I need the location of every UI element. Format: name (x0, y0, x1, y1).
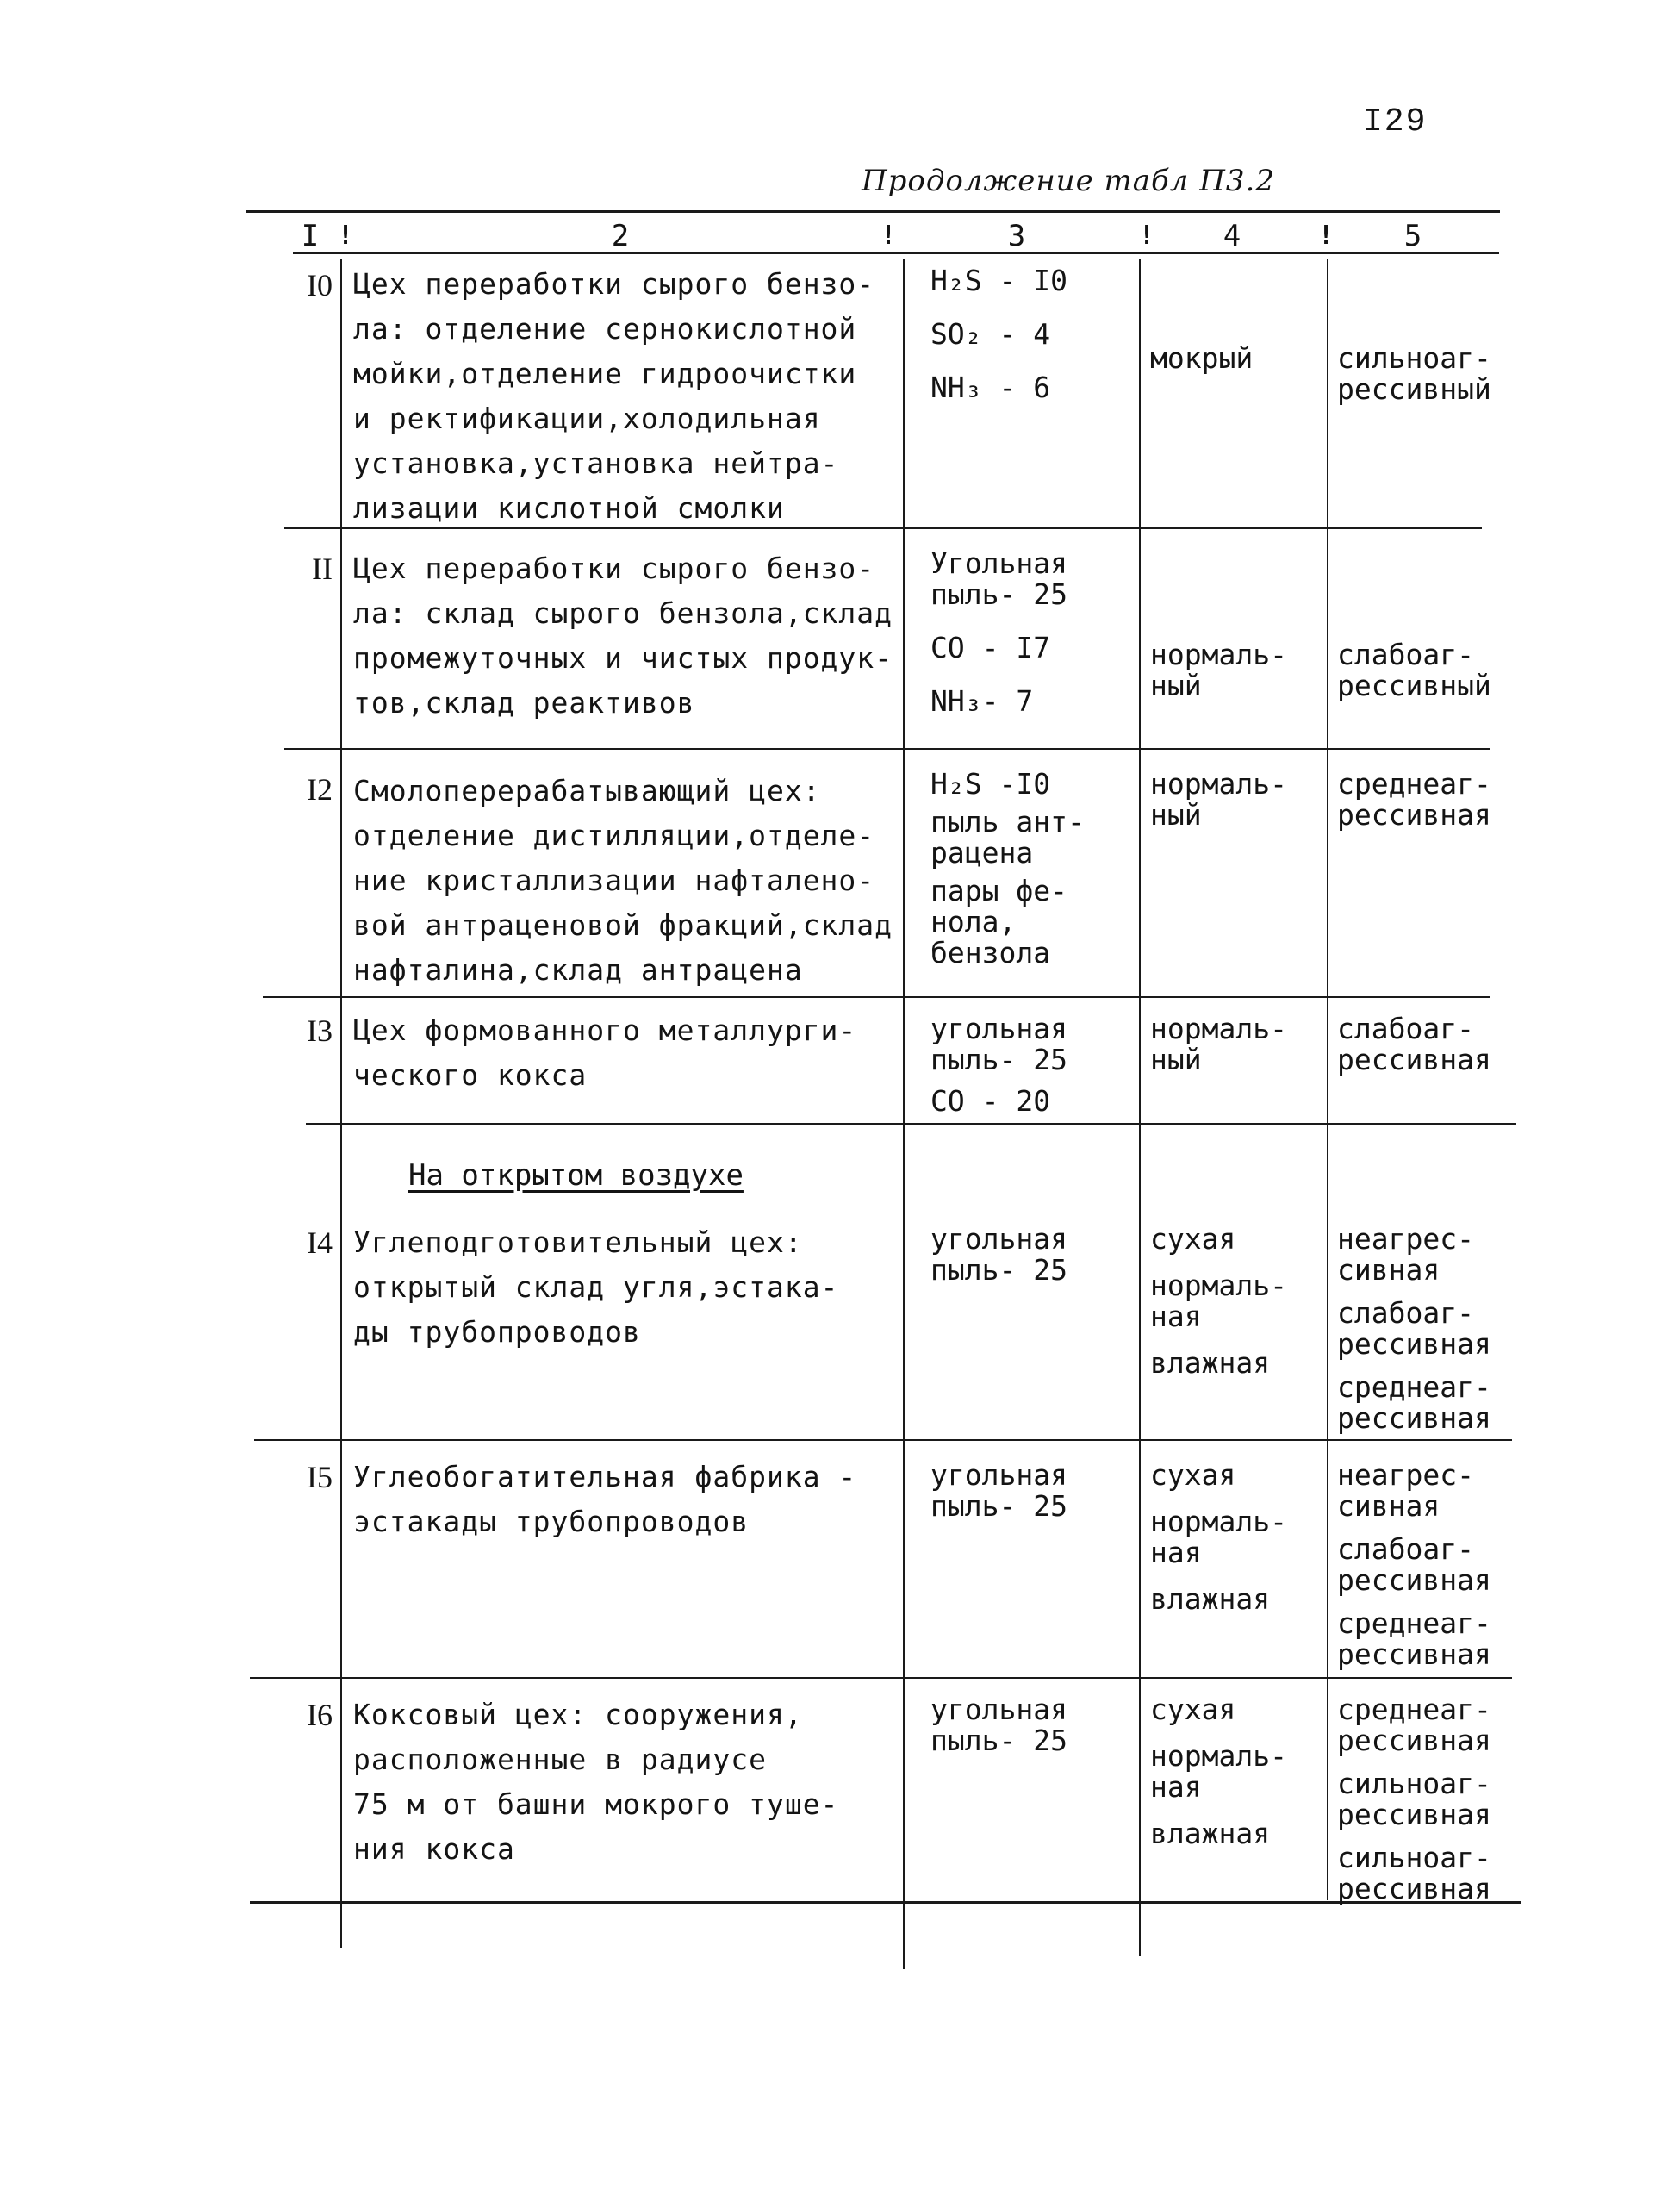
column-divider (1327, 259, 1328, 1900)
aggressiveness: среднеаг- рессивная (1337, 1370, 1491, 1435)
row-separator (284, 748, 1490, 750)
humidity-list (1150, 1460, 1287, 1615)
table-caption: Продолжение табл П3.2 (862, 164, 1275, 198)
humidity-mode: влажная (1150, 1582, 1271, 1616)
pollutant-value: угольная пыль- 25 (930, 1458, 1067, 1523)
header-separator-mark: ! (1139, 221, 1155, 251)
column-divider (340, 259, 342, 1948)
aggressiveness: неагрес- сивная (1337, 1458, 1474, 1523)
aggressiveness-list (1337, 1224, 1491, 1434)
column-divider (1139, 259, 1141, 1956)
humidity-list (1150, 1694, 1287, 1849)
humidity-list (1150, 1224, 1287, 1379)
aggressiveness: слабоаг- рессивная (1337, 1296, 1491, 1361)
table-top-rule (246, 210, 1500, 213)
aggressiveness: сильноаг- рессивная (1337, 1841, 1491, 1905)
pollutant-value: H₂S -I0 (930, 767, 1051, 801)
aggressiveness: сильноаг- рессивный (1337, 341, 1491, 406)
pollutant-list (930, 265, 1067, 403)
aggressiveness: среднеаг- рессивная (1337, 1606, 1491, 1671)
pollutant-value: SO₂ - 4 (930, 317, 1051, 351)
aggressiveness: слабоаг- рессивная (1337, 1532, 1491, 1597)
humidity-mode: нормаль- ная (1150, 1739, 1287, 1804)
aggressiveness: среднеаг- рессивная (1337, 767, 1491, 832)
humidity-mode: нормаль- ный (1150, 638, 1287, 702)
row-number: I6 (307, 1698, 333, 1732)
pollutant-value: NH₃ - 6 (930, 371, 1051, 404)
row-description: Цех переработки сырого бензо- ла: отделение сернокислотной мойки,отделение гидроочистки и ректификации,холодильная установка,установка нейтра- лизации кислотной смолки (353, 267, 875, 525)
row-description: Коксовый цех: сооружения, расположенные в радиусе 75 м от башни мокрого туше- ния кокса (353, 1698, 839, 1866)
row-separator (254, 1439, 1512, 1441)
pollutant-value: угольная пыль- 25 (930, 1222, 1067, 1287)
pollutant-value: Угольная пыль- 25 (930, 546, 1067, 611)
row-number: I2 (307, 772, 333, 807)
header-col-1: I (301, 219, 320, 253)
pollutant-value: пыль ант- рацена (930, 805, 1085, 870)
pollutant-list (930, 1013, 1067, 1117)
humidity-mode: нормаль- ная (1150, 1269, 1287, 1333)
humidity-mode: сухая (1150, 1458, 1236, 1492)
row-number: I3 (307, 1013, 333, 1048)
pollutant-value: пары фе- нола, бензола (930, 874, 1067, 970)
humidity-mode: нормаль- ный (1150, 767, 1287, 832)
header-separator-mark: ! (1318, 221, 1335, 251)
header-col-4: 4 (1223, 219, 1241, 253)
page-number: I29 (1363, 103, 1428, 140)
row-separator (250, 1677, 1512, 1679)
pollutant-value: CO - 20 (930, 1084, 1051, 1118)
header-separator-mark: ! (880, 221, 897, 251)
pollutant-value: NH₃- 7 (930, 684, 1034, 718)
aggressiveness: среднеаг- рессивная (1337, 1693, 1491, 1757)
pollutant-value: угольная пыль- 25 (930, 1693, 1067, 1757)
row-number: I5 (307, 1460, 333, 1494)
row-description: Углеподготовительный цех: открытый склад угля,эстака- ды трубопроводов (353, 1225, 839, 1349)
humidity-mode: сухая (1150, 1693, 1236, 1726)
column-divider (903, 259, 905, 1969)
aggressiveness: слабоаг- рессивный (1337, 638, 1491, 702)
pollutant-value: угольная пыль- 25 (930, 1012, 1067, 1076)
row-number: I0 (307, 268, 333, 302)
row-number: II (312, 552, 333, 586)
humidity-mode: влажная (1150, 1346, 1271, 1380)
header-col-5: 5 (1403, 219, 1422, 253)
aggressiveness-list (1337, 1694, 1491, 1905)
humidity-mode: нормаль- ный (1150, 1012, 1287, 1076)
pollutant-list (930, 548, 1067, 717)
table-bottom-rule (250, 1901, 1521, 1904)
pollutant-value: CO - I7 (930, 631, 1051, 664)
humidity-mode: сухая (1150, 1222, 1236, 1256)
row-description: Цех переработки сырого бензо- ла: склад сырого бензола,склад промежуточных и чистых продук- тов,склад реактивов (353, 552, 893, 720)
header-col-3: 3 (1007, 219, 1026, 253)
aggressiveness: неагрес- сивная (1337, 1222, 1474, 1287)
pollutant-value: H₂S - I0 (930, 264, 1067, 297)
humidity-mode: влажная (1150, 1817, 1271, 1850)
row-description: Цех формованного металлурги- ческого кокса (353, 1013, 857, 1092)
section-heading: На открытом воздухе (408, 1158, 744, 1193)
humidity-mode: мокрый (1150, 341, 1254, 375)
row-description: Смолоперерабатывающий цех: отделение дистилляции,отделе- ние кристаллизации нафталено- вой антраценовой фракций,склад нафталина,склад антрацена (353, 774, 893, 987)
header-separator-mark: ! (338, 221, 354, 251)
aggressiveness: сильноаг- рессивная (1337, 1767, 1491, 1831)
aggressiveness: слабоаг- рессивная (1337, 1012, 1491, 1076)
row-separator (306, 1123, 1516, 1125)
row-separator (263, 996, 1490, 998)
pollutant-list (930, 769, 1085, 969)
row-number: I4 (307, 1225, 333, 1260)
humidity-mode: нормаль- ная (1150, 1505, 1287, 1569)
header-col-2: 2 (611, 219, 630, 253)
aggressiveness-list (1337, 1460, 1491, 1670)
row-description: Углеобогатительная фабрика - эстакады трубопроводов (353, 1460, 857, 1538)
